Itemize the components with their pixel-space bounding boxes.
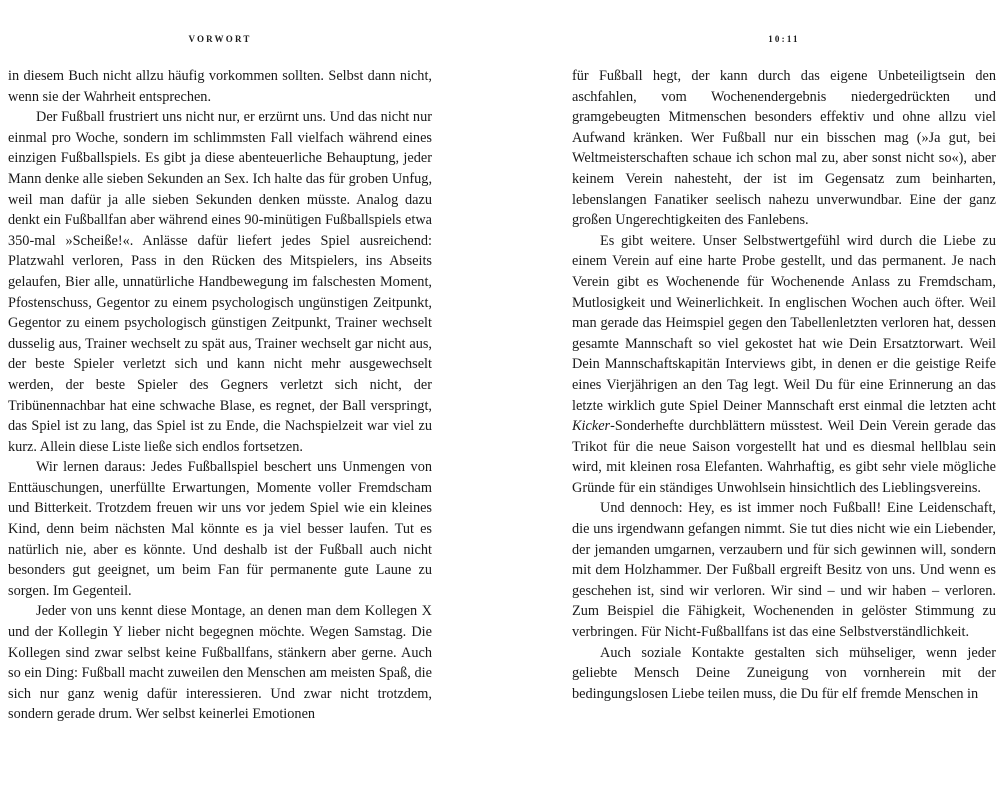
running-head-chapter: VORWORT [188, 34, 252, 44]
right-page-text [572, 66, 996, 794]
paragraph: Wir lernen daraus: Jedes Fußballspiel beschert uns Unmengen von Enttäuschungen, unerfüllte Erwartungen, Momente voller Fremdscham und Bitterkeit. Trotzdem freuen wir uns vor jedem Spiel wie ein kleines Kind, denn beim nächsten Mal könnte es ja viel besser laufen. Tut es natürlich nie, aber es könnte. Und deshalb ist der Fußball auch nicht besonders gut geeignet, um beim Fan für permanente gute Laune zu sorgen. Im Gegenteil. [8, 459, 432, 599]
paragraph: Der Fußball frustriert uns nicht nur, er erzürnt uns. Und das nicht nur einmal pro Woche, sondern im schlimmsten Fall vielfach während eines einzigen Fußballspiels. Es gibt ja diese abenteuerliche Behauptung, jeder Mann denke alle sieben Sekunden an Sex. Ich halte das für groben Unfug, weil man dafür ja alle sieben Sekunden denken müsste. Analog dazu denkt ein Fußballfan aber während eines 90-minütigen Fußballspiels etwa 350-mal »Scheiße!«. Anlässe dafür liefert jedes Spiel ausreichend: Platzwahl verloren, Pass in den Rücken des Mitspielers, ins Abseits gelaufen, Bier alle, unnatürliche Handbewegung im falschesten Moment, Pfostenschuss, Gegentor zu einem psychologisch ungünstigen Zeitpunkt, Gegentor zu einem psychologisch günstigen Zeitpunkt, Trainer wechselt dusselig aus, Trainer wechselt zu spät aus, Trainer wechselt gar nicht aus, der beste Spieler verletzt sich und kann nicht mehr ausgewechselt werden, der beste Spieler des Gegners verletzt sich nicht, der Tribünennachbar hat eine schwache Blase, es regnet, der Ball verspringt, das Spiel ist zu lang, das Spiel ist zu Ende, die Nachspielzeit war viel zu kurz. Allein diese Liste ließe sich endlos fortsetzen. [8, 109, 432, 455]
paragraph: Und dennoch: Hey, es ist immer noch Fußball! Eine Leidenschaft, die uns irgendwann gefangen nimmt. Sie tut dies nicht wie ein Liebender, der jemanden umgarnen, verzaubern und für sich gewinnen will, sondern mit dem Holzhammer. Der Fußball ergreift Besitz von uns. Und wenn es geschehen ist, sind wir verloren. Wir sind – und wir haben – verloren. Zum Beispiel die Fähigkeit, Wochenenden in gelöster Stimmung zu verbringen. Für Nicht-Fußballfans ist das eine Selbstverständlichkeit. [572, 500, 996, 641]
paragraph: Auch soziale Kontakte gestalten sich mühseliger, wenn jeder geliebte Mensch Deine Zuneigung von vornherein mit der bedingungslosen Liebe teilen muss, die Du für elf fremde Menschen in [572, 644, 996, 702]
paragraph: in diesem Buch nicht allzu häufig vorkommen sollten. Selbst dann nicht, wenn sie der Wahrheit entsprechen. [8, 68, 432, 105]
paragraph: für Fußball hegt, der kann durch das eigene Unbeteiligtsein den aschfahlen, vom Wochenendergebnis niedergedrückten und gramgebeugten Mitmenschen besonders effektiv und ohne allzu viel Aufwand kränken. Wer Fußball nur ein bisschen mag (»Ja gut, bei Weltmeisterschaften schaue ich schon mal zu, aber sonst nicht so«), aber keinem Verein nahesteht, der ist im Gegensatz zum beinharten, lebenslangen Fanatiker seelisch nahezu unverwundbar. Eine der ganz großen Ungerechtigkeiten des Fanlebens. [572, 68, 996, 229]
running-head-page-locator: 10:11 [768, 34, 800, 44]
paragraph: Es gibt weitere. Unser Selbstwertgefühl wird durch die Liebe zu einem Verein auf eine harte Probe gestellt, und das permanent. Je nach Verein gibt es Wochenende für Wochenende Anlass zu Fremdscham, Mutlosigkeit und Weinerlichkeit. In englischen Wochen auch öfter. Weil man gerade das Heimspiel gegen den Tabellenletzten verloren hat, dessen gesamte Mannschaft so viel gekostet hat wie Dein Ersatztorwart. Weil Dein Mannschaftskapitän Interviews gibt, in denen er die geistige Reife eines Vierjährigen an den Tag legt. Weil Du für eine Erinnerung an das letzte wirklich gute Spiel Deiner Mannschaft erst einmal die letzten acht Kicker-Sonderhefte durchblättern müsstest. Weil Dein Verein gerade das Trikot für die neue Saison vorgestellt hat und es diesmal hellblau sein wird, mit kleinen rosa Elefanten. Wahrhaftig, es gibt sehr viele mögliche Gründe für ein ständiges Unwohlsein hinsichtlich des Lieblingsvereins. [572, 232, 996, 496]
page-right[interactable] [500, 0, 1000, 800]
paragraph: Jeder von uns kennt diese Montage, an denen man dem Kollegen X und der Kollegin Y lieber nicht begegnen möchte. Wegen Samstag. Die Kollegen sind zwar selbst keine Fußballfans, stänkern aber gerne. Auch so ein Ding: Fußball macht zuweilen den Menschen am meisten Spaß, die sich nur ganz wenig dafür interessieren. Und zwar nicht trotzdem, sondern gerade drum. Wer selbst keinerlei Emotionen [8, 603, 432, 723]
left-page-text [8, 66, 432, 794]
